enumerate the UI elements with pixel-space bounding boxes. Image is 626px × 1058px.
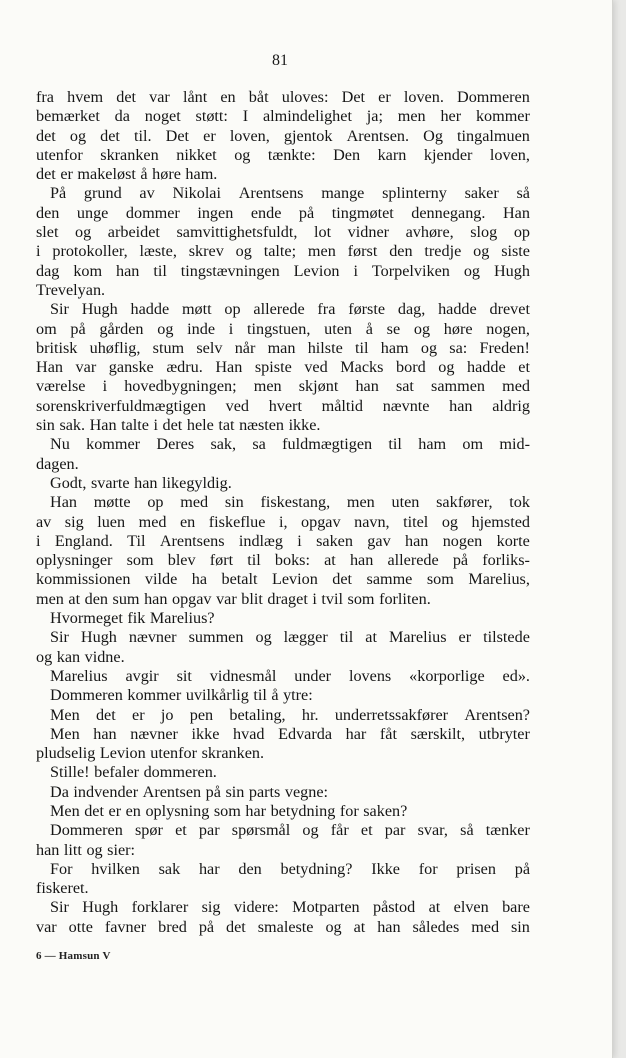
text-line: slet og arbeidet samvittighetsfuldt, lot vidner avhøre, slog op (36, 223, 530, 242)
text-line: oplysninger som blev ført til boks: at han allerede på forliks- (36, 551, 530, 570)
text-line: Godt, svarte han likegyldig. (50, 473, 232, 492)
text-line: Nu kommer Deres sak, sa fuldmægtigen til ham om mid- (50, 435, 530, 454)
text-line: pludselig Levion utenfor skranken. (36, 744, 265, 763)
text-line: dag kom han til tingstævningen Levion i Torpelviken og Hugh (36, 261, 530, 280)
text-line: Stille! befaler dommeren. (50, 763, 217, 782)
text-line: Hvormeget fik Marelius? (50, 609, 215, 628)
text-line: Dommeren spør et par spørsmål og får et par svar, så tænker (50, 821, 530, 840)
text-line: fiskeret. (36, 879, 89, 898)
text-line: Marelius avgir sit vidnesmål under lovens «korporlige ed». (50, 666, 530, 685)
text-line: i protokoller, læste, skrev og talte; men først den tredje og siste (36, 242, 530, 261)
text-line: Dommeren kommer uvilkårlig til å ytre: (50, 686, 313, 705)
text-line: Men han nævner ikke hvad Edvarda har fåt særskilt, utbryter (50, 724, 530, 743)
text-line: Sir Hugh forklarer sig videre: Motparten påstod at elven bare (50, 898, 530, 917)
text-line: britisk uhøflig, stum selv når man hilste til ham og sa: Freden! (36, 338, 530, 357)
text-line: fra hvem det var lånt en båt uloves: Det er loven. Dommeren (36, 88, 530, 106)
text-line: av sig luen med en fiskeflue i, opgav navn, titel og hjemsted (36, 512, 530, 531)
text-line: For hvilken sak har den betydning? Ikke for prisen på (50, 859, 530, 878)
text-line: den unge dommer ingen ende på tingmøtet dennegang. Han (36, 203, 530, 222)
text-line: Sir Hugh nævner summen og lægger til at Marelius er tilstede (50, 628, 530, 647)
page-number: 81 (272, 52, 288, 69)
text-line: bemærket da noget støtt: I almindelighet ja; men her kommer (36, 107, 530, 126)
text-line: På grund av Nikolai Arentsens mange splinterny saker så (50, 184, 530, 203)
text-line: det er makeløst å høre ham. (36, 165, 218, 184)
text-line: kommissionen vilde ha betalt Levion det samme som Marelius, (36, 570, 530, 589)
footer-signature: 6 — Hamsun V (36, 950, 111, 962)
text-line: Da indvender Arentsen på sin parts vegne: (50, 782, 329, 801)
text-line: om på gården og inde i tingstuen, uten å se og høre nogen, (36, 319, 530, 338)
text-line: Han møtte op med sin fiskestang, men uten sakfører, tok (50, 493, 530, 512)
text-line: Trevelyan. (36, 280, 106, 299)
text-line: i England. Til Arentsens indlæg i saken gav han nogen korte (36, 531, 530, 550)
text-line: værelse i hovedbygningen; men skjønt han sat sammen med (36, 377, 530, 396)
text-line: var otte favner bred på det smaleste og at han således med sin (36, 917, 530, 936)
text-line: utenfor skranken nikket og tænkte: Den karn kjender loven, (36, 145, 530, 164)
text-line: Men det er jo pen betaling, hr. underretssakfører Arentsen? (50, 705, 530, 724)
text-line: sorenskriverfuldmægtigen ved hvert måltid nævnte han aldrig (36, 396, 530, 415)
text-line: han litt og sier: (36, 840, 136, 859)
text-line: Men det er en oplysning som har betydning for saken? (50, 801, 408, 820)
text-line: det og det til. Det er loven, gjentok Arentsen. Og tingalmuen (36, 126, 530, 145)
text-line: og kan vidne. (36, 647, 125, 666)
body-text (36, 88, 530, 937)
text-line: Han var ganske ædru. Han spiste ved Macks bord og hadde et (36, 358, 530, 377)
text-line: dagen. (36, 454, 79, 473)
text-line: Sir Hugh hadde møtt op allerede fra første dag, hadde drevet (50, 300, 530, 319)
text-line: sin sak. Han talte i det hele tat næsten ikke. (36, 416, 321, 435)
text-line: men at den sum han opgav var blit draget i tvil som forliten. (36, 589, 431, 608)
